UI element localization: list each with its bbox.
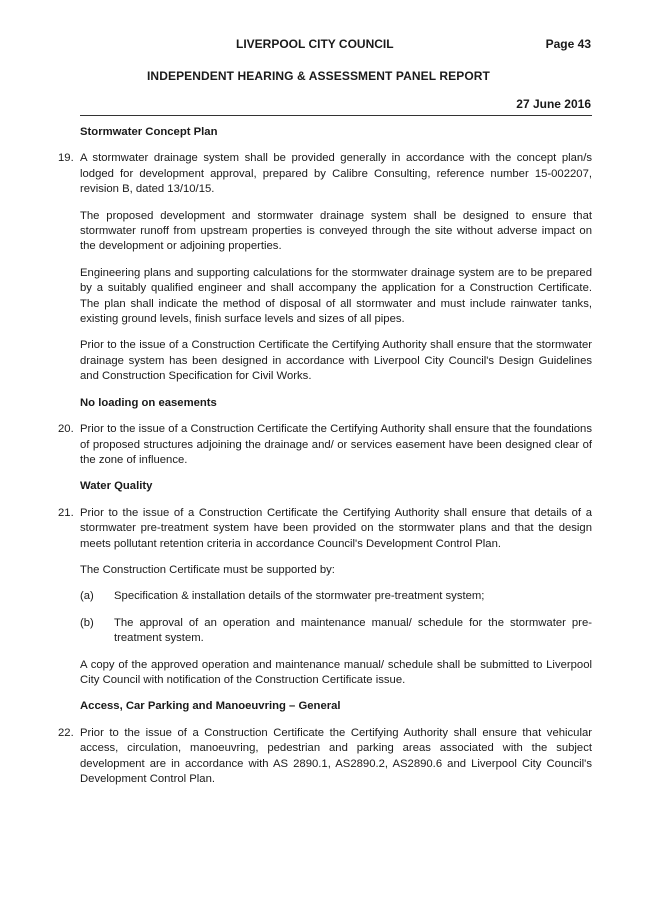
report-title: INDEPENDENT HEARING & ASSESSMENT PANEL REPORT bbox=[147, 69, 490, 83]
section-heading: Water Quality bbox=[80, 480, 153, 493]
paragraph: Prior to the issue of a Construction Certificate the Certifying Authority shall ensure that vehicular access, circulation, manoeuvring, pedestrian and parking areas associated with the subject development are in accordance with AS 2890.1, AS2890.2, AS2890.6 and Liverpool City Council's Development Control Plan. bbox=[80, 726, 592, 785]
paragraph: A copy of the approved operation and maintenance manual/ schedule shall be submitted to Liverpool City Council with notification of the Construction Certificate issue. bbox=[80, 658, 592, 686]
list-item-text: Specification & installation details of the stormwater pre-treatment system; bbox=[114, 590, 485, 603]
list-item-text: The approval of an operation and maintenance manual/ schedule for the stormwater pre-treatment system. bbox=[114, 616, 592, 645]
paragraph: Prior to the issue of a Construction Certificate the Certifying Authority shall ensure that the foundations of proposed structures adjoining the drainage and/ or services easement have been designed clear of the zone of influence. bbox=[80, 423, 592, 466]
list-item bbox=[80, 589, 592, 604]
condition-number: 21. bbox=[58, 506, 74, 519]
list-item-label: (b) bbox=[80, 616, 94, 629]
paragraph: A stormwater drainage system shall be provided generally in accordance with the concept plan/s lodged for development approval, prepared by Calibre Consulting, reference number 15-002207, revision B, dated 13/10/15. bbox=[80, 152, 592, 196]
report-date: 27 June 2016 bbox=[516, 97, 591, 111]
page-number: Page 43 bbox=[545, 37, 591, 51]
council-name: LIVERPOOL CITY COUNCIL bbox=[236, 37, 394, 51]
paragraph: The proposed development and stormwater drainage system shall be designed to ensure that stormwater runoff from upstream properties is conveyed through the site without adverse impact on the development or adjoining properties. bbox=[80, 209, 592, 253]
list-item-label: (a) bbox=[80, 590, 94, 603]
paragraph: Prior to the issue of a Construction Certificate the Certifying Authority shall ensure that the stormwater drainage system has been designed in accordance with Liverpool City Council's Design Guidelines and Construction Specification for Civil Works. bbox=[80, 339, 592, 383]
list-item bbox=[80, 616, 592, 647]
condition-22 bbox=[58, 726, 592, 788]
condition-20 bbox=[58, 422, 592, 468]
condition-number: 20. bbox=[58, 423, 74, 436]
header-divider bbox=[80, 115, 592, 116]
paragraph: The Construction Certificate must be supported by: bbox=[80, 563, 335, 576]
condition-number: 22. bbox=[58, 726, 74, 739]
condition-21 bbox=[58, 506, 592, 579]
section-heading: Access, Car Parking and Manoeuvring – General bbox=[80, 700, 341, 713]
section-heading: No loading on easements bbox=[80, 396, 217, 409]
section-heading: Stormwater Concept Plan bbox=[80, 126, 218, 138]
condition-number: 19. bbox=[58, 152, 74, 165]
document-body bbox=[58, 125, 592, 798]
paragraph: Engineering plans and supporting calculations for the stormwater drainage system are to be prepared by a suitably qualified engineer and shall accompany the application for a Construction Certificate. The plan shall indicate the method of disposal of all stormwater and must include rainwater tanks, existing ground levels, finish surface levels and sizes of all pipes. bbox=[80, 266, 592, 326]
page-header bbox=[0, 37, 653, 53]
paragraph: Prior to the issue of a Construction Certificate the Certifying Authority shall ensure that details of a stormwater pre-treatment system have been provided on the stormwater plans and that the design meets pollutant retention criteria in accordance Council's Development Control Plan. bbox=[80, 506, 592, 550]
condition-19 bbox=[58, 151, 592, 384]
